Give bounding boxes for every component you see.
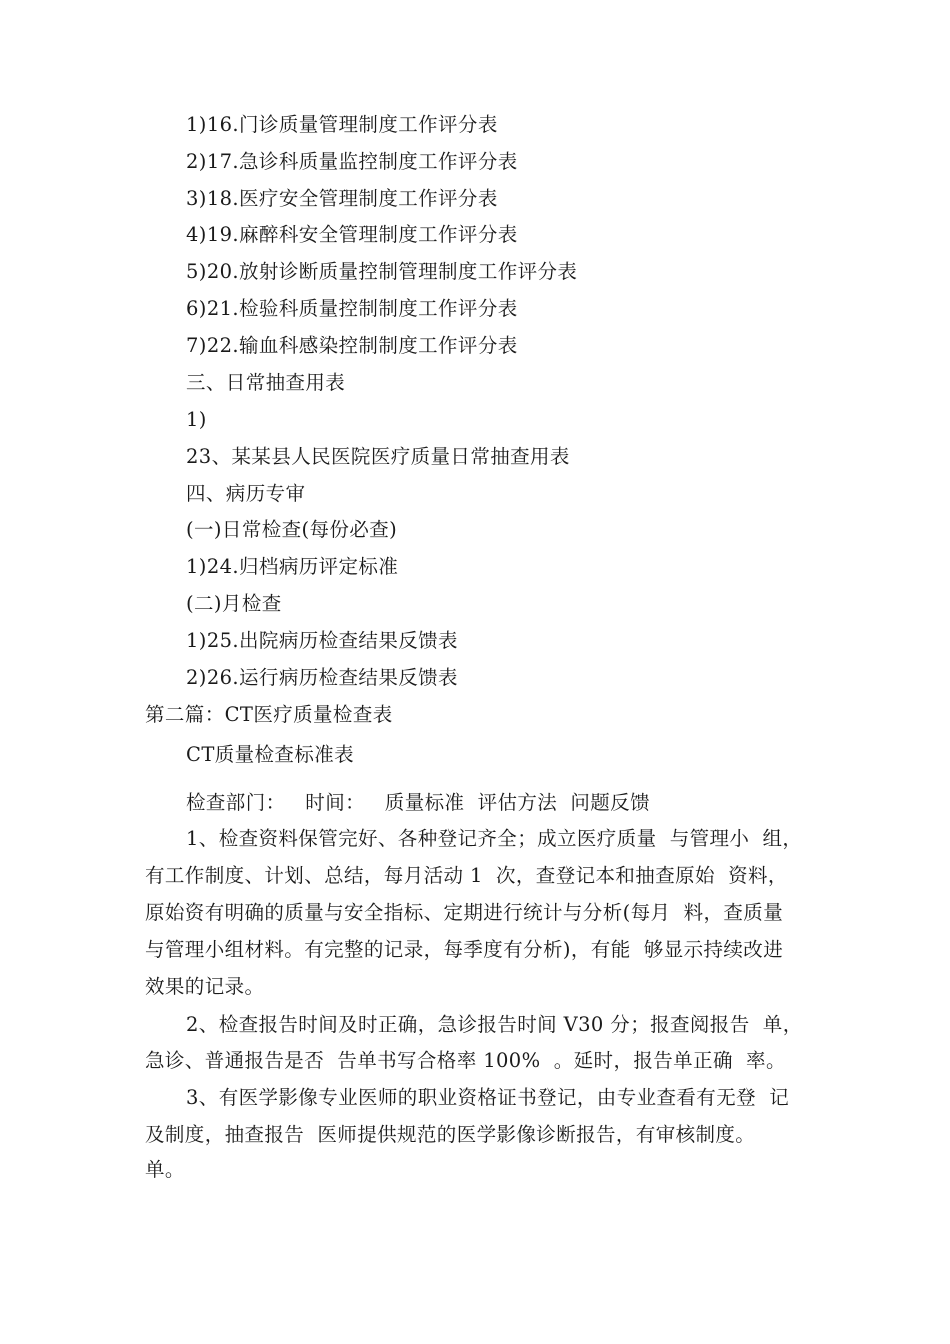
paragraph-line: 1、检查资料保管完好、各种登记齐全；成立医疗质量 与管理小 组， xyxy=(186,827,803,850)
part-title: 第二篇：CT医疗质量检查表 xyxy=(145,703,393,726)
paragraph-line: 单。 xyxy=(145,1158,185,1181)
list-item: 23、某某县人民医院医疗质量日常抽查用表 xyxy=(186,445,570,468)
paragraph-line: 效果的记录。 xyxy=(145,975,265,998)
table-title: CT质量检查标准表 xyxy=(186,743,355,766)
toc-item: 6)21.检验科质量控制制度工作评分表 xyxy=(186,297,518,320)
toc-item: 4)19.麻醉科安全管理制度工作评分表 xyxy=(186,223,518,246)
list-index: 1) xyxy=(186,408,207,431)
paragraph-line: 急诊、普通报告是否 告单书写合格率 100% 。延时，报告单正确 率。 xyxy=(145,1049,786,1072)
toc-item: 5)20.放射诊断质量控制管理制度工作评分表 xyxy=(186,260,578,283)
paragraph-line: 有工作制度、计划、总结，每月活动 1 次，查登记本和抽查原始 资料， xyxy=(145,864,788,887)
toc-item: 7)22.输血科感染控制制度工作评分表 xyxy=(186,334,518,357)
toc-item: 3)18.医疗安全管理制度工作评分表 xyxy=(186,187,498,210)
paragraph-line: 及制度，抽查报告 医师提供规范的医学影像诊断报告，有审核制度。 xyxy=(145,1123,756,1146)
toc-item: 2)17.急诊科质量监控制度工作评分表 xyxy=(186,150,518,173)
section-heading: 三、日常抽查用表 xyxy=(186,371,346,394)
list-item: 1)24.归档病历评定标准 xyxy=(186,555,399,578)
list-item: 2)26.运行病历检查结果反馈表 xyxy=(186,666,458,689)
paragraph-line: 与管理小组材料。有完整的记录，每季度有分析)，有能 够显示持续改进 xyxy=(145,938,784,961)
paragraph-line: 2、检查报告时间及时正确，急诊报告时间 V30 分；报查阅报告 单， xyxy=(186,1013,803,1036)
paragraph-line: 原始资有明确的质量与安全指标、定期进行统计与分析(每月 料，查质量 xyxy=(145,901,784,924)
paragraph-line: 3、有医学影像专业医师的职业资格证书登记，由专业查看有无登 记 xyxy=(186,1086,790,1109)
list-item: 1)25.出院病历检查结果反馈表 xyxy=(186,629,458,652)
section-heading: 四、病历专审 xyxy=(186,482,306,505)
table-header-row: 检查部门： 时间： 质量标准 评估方法 问题反馈 xyxy=(186,791,650,814)
toc-item: 1)16.门诊质量管理制度工作评分表 xyxy=(186,113,498,136)
subsection-heading: (一)日常检查(每份必查) xyxy=(186,518,398,541)
subsection-heading: (二)月检查 xyxy=(186,592,282,615)
